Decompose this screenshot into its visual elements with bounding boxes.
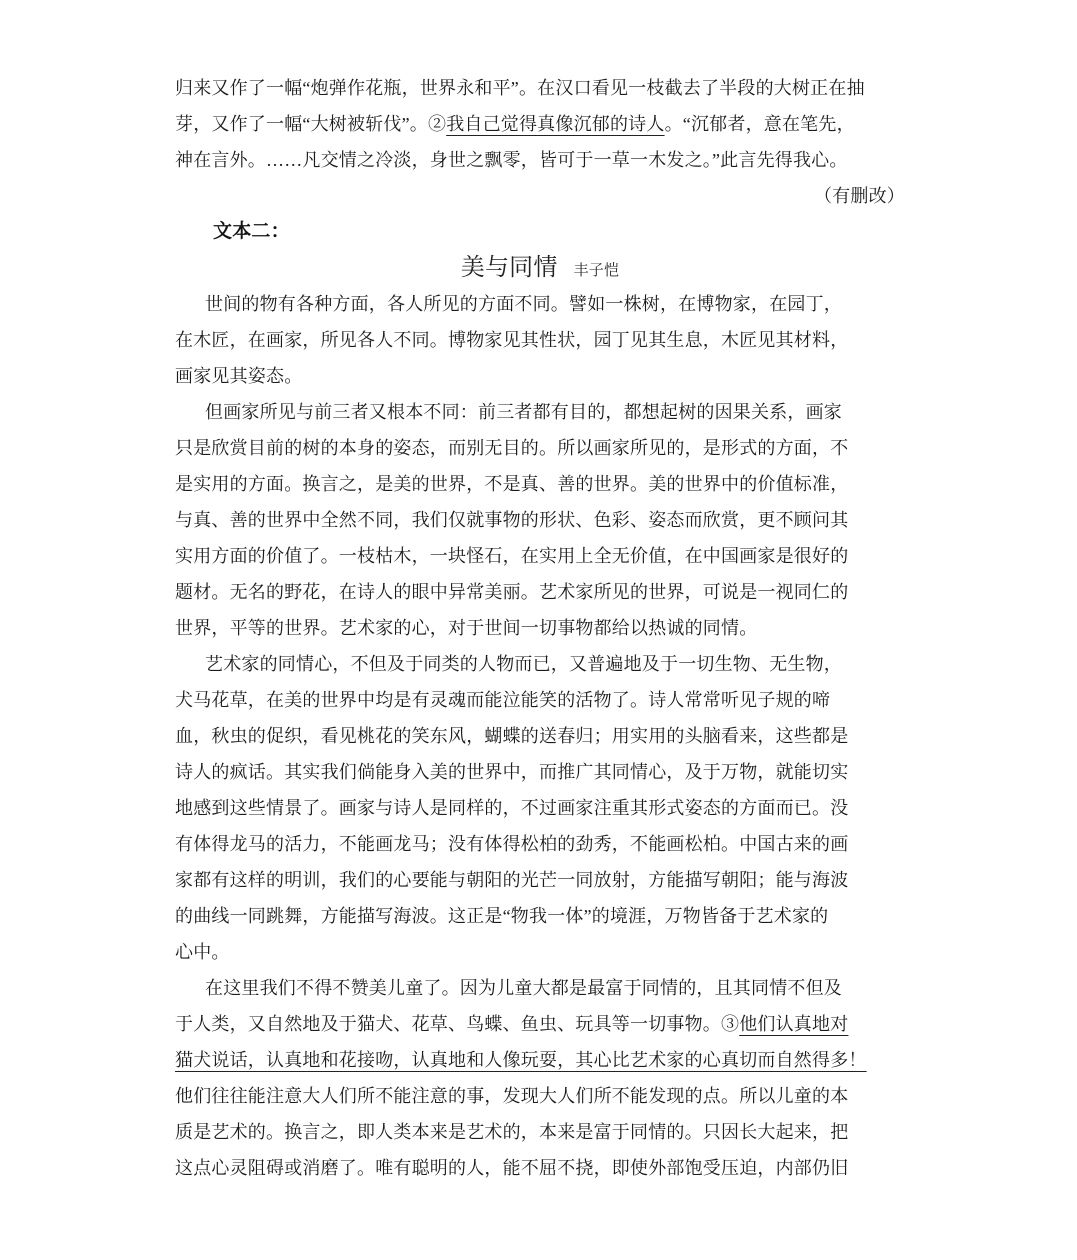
text-segment: 与真、善的世界中全然不同，我们仅就事物的形状、色彩、姿态而欣赏，更不顾问其 xyxy=(175,510,849,530)
text-segment: 画家见其姿态。 xyxy=(175,366,303,386)
text-segment: 他们往往能注意大人们所不能注意的事，发现大人们所不能发现的点。所以儿童的本 xyxy=(175,1086,849,1106)
text-segment: 质是艺术的。换言之，即人类本来是艺术的，本来是富于同情的。只因长大起来，把 xyxy=(175,1122,849,1142)
text-line xyxy=(175,1114,905,1150)
paragraph-4 xyxy=(175,970,905,1186)
text-segment: 归来又作了一幅“炮弹作花瓶，世界永和平”。在汉口看见一枝截去了半段的大树正在抽 xyxy=(175,78,865,98)
text-line xyxy=(175,538,905,574)
text-line xyxy=(175,322,905,358)
text-segment: 世界，平等的世界。艺术家的心，对于世间一切事物都给以热诚的同情。 xyxy=(175,618,758,638)
text-line xyxy=(175,718,905,754)
article-author: 丰子恺 xyxy=(573,263,620,279)
text-segment: 世间的物有各种方面，各人所见的方面不同。譬如一株树，在博物家，在园丁， xyxy=(205,294,842,314)
underlined-text: 我自己觉得真像沉郁的诗人 xyxy=(446,114,665,134)
underlined-text: 猫犬说话，认真地和花接吻，认真地和人像玩耍，其心比艺术家的心真切而自然得多！ xyxy=(175,1050,867,1070)
text-line xyxy=(175,754,905,790)
text-line xyxy=(175,1006,905,1042)
text-line xyxy=(175,970,905,1006)
text-segment: 芽，又作了一幅“大树被斩伐”。② xyxy=(175,114,447,134)
text-segment: 诗人的疯话。其实我们倘能身入美的世界中，而推广其同情心，及于万物，就能切实 xyxy=(175,762,849,782)
text-segment: 神在言外。……凡交情之冷淡，身世之飘零，皆可于一草一木发之。”此言先得我心。 xyxy=(175,150,848,170)
intro-paragraph xyxy=(175,70,905,178)
paragraph-2 xyxy=(175,394,905,646)
text-line xyxy=(175,574,905,610)
text-line xyxy=(175,466,905,502)
paragraph-3 xyxy=(175,646,905,970)
text-segment: 的曲线一同跳舞，方能描写海波。这正是“物我一体”的境涯，万物皆备于艺术家的 xyxy=(175,906,829,926)
paragraph-1 xyxy=(175,286,905,394)
text-line xyxy=(175,358,905,394)
text-segment: 只是欣赏目前的树的本身的姿态，而别无目的。所以画家所见的，是形式的方面，不 xyxy=(175,438,849,458)
text-segment: 地感到这些情景了。画家与诗人是同样的，不过画家注重其形式姿态的方面而已。没 xyxy=(175,798,849,818)
text-line xyxy=(175,898,905,934)
text-segment: 有体得龙马的活力，不能画龙马；没有体得松柏的劲秀，不能画松柏。中国古来的画 xyxy=(175,834,849,854)
text-line xyxy=(175,646,905,682)
text-line xyxy=(175,1078,905,1114)
text-segment: 艺术家的同情心，不但及于同类的人物而已，又普遍地及于一切生物、无生物， xyxy=(205,654,842,674)
text-segment: 。“沉郁者，意在笔先， xyxy=(664,114,855,134)
text-segment: 于人类，又自然地及于猫犬、花草、鸟蝶、鱼虫、玩具等一切事物。③ xyxy=(175,1014,740,1034)
text-line xyxy=(175,70,905,106)
text-line xyxy=(175,934,905,970)
text-line xyxy=(175,106,905,142)
text-segment: 题材。无名的野花，在诗人的眼中异常美丽。艺术家所见的世界，可说是一视同仁的 xyxy=(175,582,849,602)
text-line xyxy=(175,790,905,826)
text-line xyxy=(175,142,905,178)
section-label: 文本二： xyxy=(213,221,290,242)
text-line xyxy=(175,1042,905,1078)
text-segment: 犬马花草，在美的世界中均是有灵魂而能泣能笑的活物了。诗人常常听见子规的啼 xyxy=(175,690,831,710)
text-segment: 血，秋虫的促织，看见桃花的笑东风，蝴蝶的送春归；用实用的头脑看来，这些都是 xyxy=(175,726,849,746)
text-line xyxy=(175,286,905,322)
text-segment: 在木匠，在画家，所见各人不同。博物家见其性状，园丁见其生息，木匠见其材料， xyxy=(175,330,849,350)
text-line xyxy=(175,826,905,862)
text-line xyxy=(175,682,905,718)
text-segment: 这点心灵阻碍或消磨了。唯有聪明的人，能不屈不挠，即使外部饱受压迫，内部仍旧 xyxy=(175,1158,849,1178)
text-line xyxy=(175,394,905,430)
text-line xyxy=(175,430,905,466)
text-segment: 但画家所见与前三者又根本不同：前三者都有目的，都想起树的因果关系，画家 xyxy=(205,402,842,422)
text-segment: 是实用的方面。换言之，是美的世界，不是真、善的世界。美的世界中的价值标准， xyxy=(175,474,849,494)
article-title: 美与同情 xyxy=(460,255,558,281)
text-segment: 实用方面的价值了。一枝枯木，一块怪石，在实用上全无价值，在中国画家是很好的 xyxy=(175,546,849,566)
text-line xyxy=(175,1150,905,1186)
text-segment: 心中。 xyxy=(175,942,230,962)
text-segment: 家都有这样的明训，我们的心要能与朝阳的光芒一同放射，方能描写朝阳；能与海波 xyxy=(175,870,849,890)
underlined-text: 他们认真地对 xyxy=(739,1014,849,1034)
text-block xyxy=(175,70,905,1186)
text-segment: 在这里我们不得不赞美儿童了。因为儿童大都是最富于同情的，且其同情不但及 xyxy=(205,978,842,998)
attribution-note: （有删改） xyxy=(814,186,905,206)
text-line xyxy=(175,610,905,646)
article-title-line xyxy=(175,250,905,286)
text-line xyxy=(175,502,905,538)
text-line xyxy=(175,862,905,898)
